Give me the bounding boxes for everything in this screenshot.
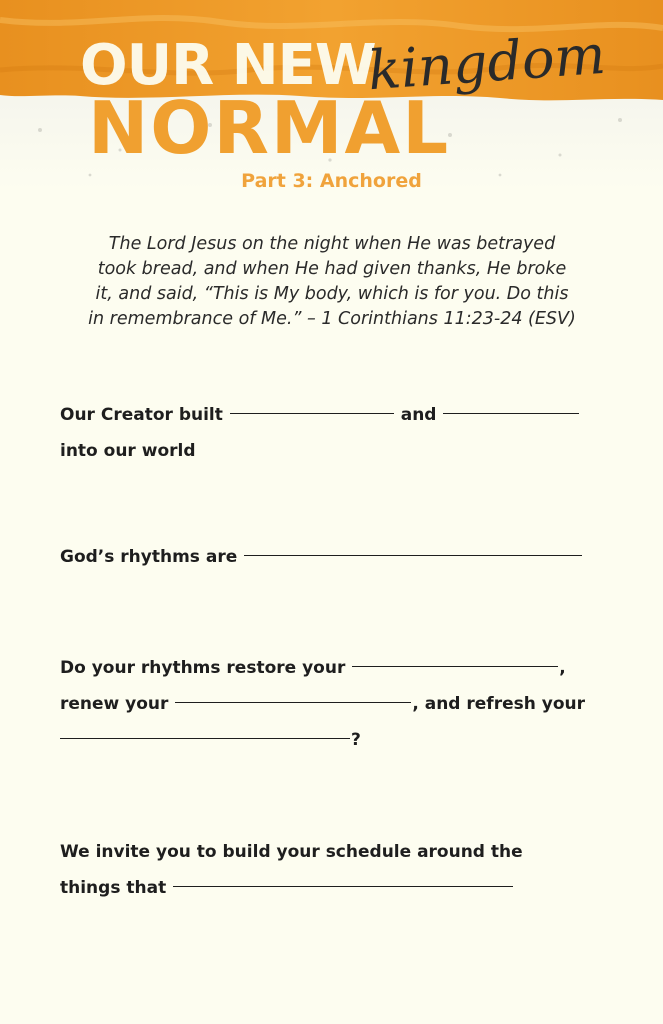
header-banner [0,0,663,190]
scripture-verse [52,232,612,332]
prompt-creator-built [60,397,610,469]
prompt-text: ? [351,730,361,750]
prompt-text: Our Creator built [60,405,223,425]
prompt-text: renew your [60,694,169,714]
series-subtitle: Part 3: Anchored [241,170,422,192]
verse-line: The Lord Jesus on the night when He was betrayed [108,234,556,254]
blank-field-3[interactable] [244,539,582,556]
prompt-text: God’s rhythms are [60,547,238,567]
blank-field-1[interactable] [230,397,394,414]
title-kingdom-script: kingdom [366,22,608,103]
prompt-text: , [559,658,566,678]
verse-line: it, and said, “This is My body, which is for you. Do this [95,284,569,304]
prompt-text: , and refresh your [412,694,585,714]
blank-field-5[interactable] [175,686,411,703]
prompt-text: things that [60,878,167,898]
prompt-your-rhythms [60,650,610,758]
prompt-build-schedule [60,834,610,906]
prompt-gods-rhythms [60,539,610,575]
verse-line: took bread, and when He had given thanks, He broke [97,259,567,279]
blank-field-4[interactable] [352,650,558,667]
blank-field-7[interactable] [173,870,513,887]
prompt-text: Do your rhythms restore your [60,658,346,678]
prompt-text: into our world [60,441,196,461]
title-our-new: OUR NEW [80,33,376,98]
prompt-text: and [400,405,437,425]
blank-field-6[interactable] [60,722,350,739]
verse-line: in remembrance of Me.” – 1 Corinthians 11:23-24 (ESV) [88,309,576,329]
prompt-text: We invite you to build your schedule around the [60,842,523,862]
title-normal: NORMAL [88,86,451,170]
blank-field-2[interactable] [443,397,579,414]
